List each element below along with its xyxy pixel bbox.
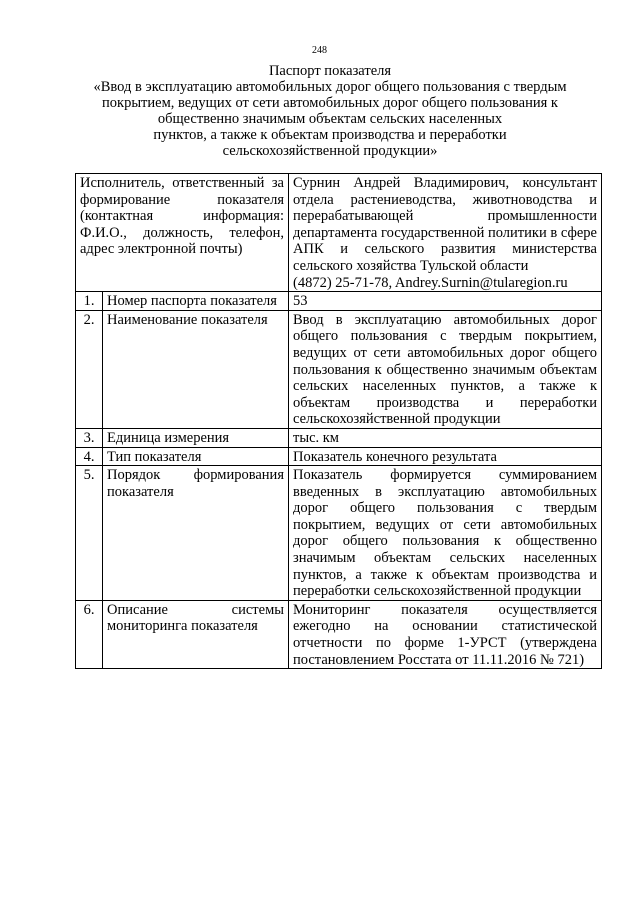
row-value: Мониторинг показателя осуществляется ежегодно на основании статистической отчетности по форме 1-УРСТ (утверждена постановлением Росстата от 11.11.2016 № 721): [289, 600, 602, 668]
passport-table: [75, 173, 602, 669]
executor-label: Исполнитель, ответственный за формирование показателя (контактная информация: Ф.И.О., должность, телефон, адрес электронной почты): [76, 174, 289, 292]
row-value: Показатель конечного результата: [289, 447, 602, 466]
indicator-name-line: покрытием, ведущих от сети автомобильных дорог общего пользования к: [102, 95, 558, 111]
table-row: [76, 466, 602, 601]
passport-title: Паспорт показателя: [268, 63, 392, 79]
table-row: [76, 310, 602, 428]
table-row: [76, 447, 602, 466]
indicator-name-line: пунктов, а также к объектам производства и переработки: [153, 127, 507, 143]
table-row: [76, 292, 602, 311]
indicator-name-line: общественно значимым объектам сельских населенных: [157, 111, 503, 127]
row-label: Единица измерения: [103, 428, 289, 447]
indicator-name-line: «Ввод в эксплуатацию автомобильных дорог общего пользования с твердым: [93, 79, 567, 95]
row-label: Наименование показателя: [103, 310, 289, 428]
row-number: 5.: [76, 466, 103, 601]
row-label: Описание системы мониторинга показателя: [103, 600, 289, 668]
executor-value: [289, 174, 602, 292]
table-row-executor: [76, 174, 602, 292]
row-value: тыс. км: [289, 428, 602, 447]
row-value: Ввод в эксплуатацию автомобильных дорог общего пользования с твердым покрытием, ведущих от сети автомобильных дорог общего пользования к общественно значимым объектам сельских населенных пунктов, а также к объектам производства и переработки сельскохозяйственной продукции: [289, 310, 602, 428]
row-label: Номер паспорта показателя: [103, 292, 289, 311]
row-number: 1.: [76, 292, 103, 311]
page-number: 248: [312, 45, 327, 56]
table-row: [76, 428, 602, 447]
row-number: 3.: [76, 428, 103, 447]
document-heading: [60, 63, 600, 159]
row-number: 6.: [76, 600, 103, 668]
row-number: 4.: [76, 447, 103, 466]
row-value: Показатель формируется суммированием введенных в эксплуатацию автомобильных дорог общего пользования с твердым покрытием, ведущих от сети автомобильных дорог общего пользования к общественно значимым объектам сельских населенных пунктов, а также к объектам производства и переработки сельскохозяйственной продукции: [289, 466, 602, 601]
executor-contact: (4872) 25-71-78, Andrey.Surnin@tularegion.ru: [293, 274, 568, 291]
row-value: 53: [289, 292, 602, 311]
table-row: [76, 600, 602, 668]
indicator-name-line: сельскохозяйственной продукции»: [222, 143, 438, 159]
row-label: Тип показателя: [103, 447, 289, 466]
row-number: 2.: [76, 310, 103, 428]
row-label: Порядок формирования показателя: [103, 466, 289, 601]
executor-name: Сурнин Андрей Владимирович, консультант отдела растениеводства, животноводства и перерабатывающей промышленности департамента государственной политики в сфере АПК и сельского развития министерства сельского хозяйства Тульской области: [293, 175, 597, 274]
